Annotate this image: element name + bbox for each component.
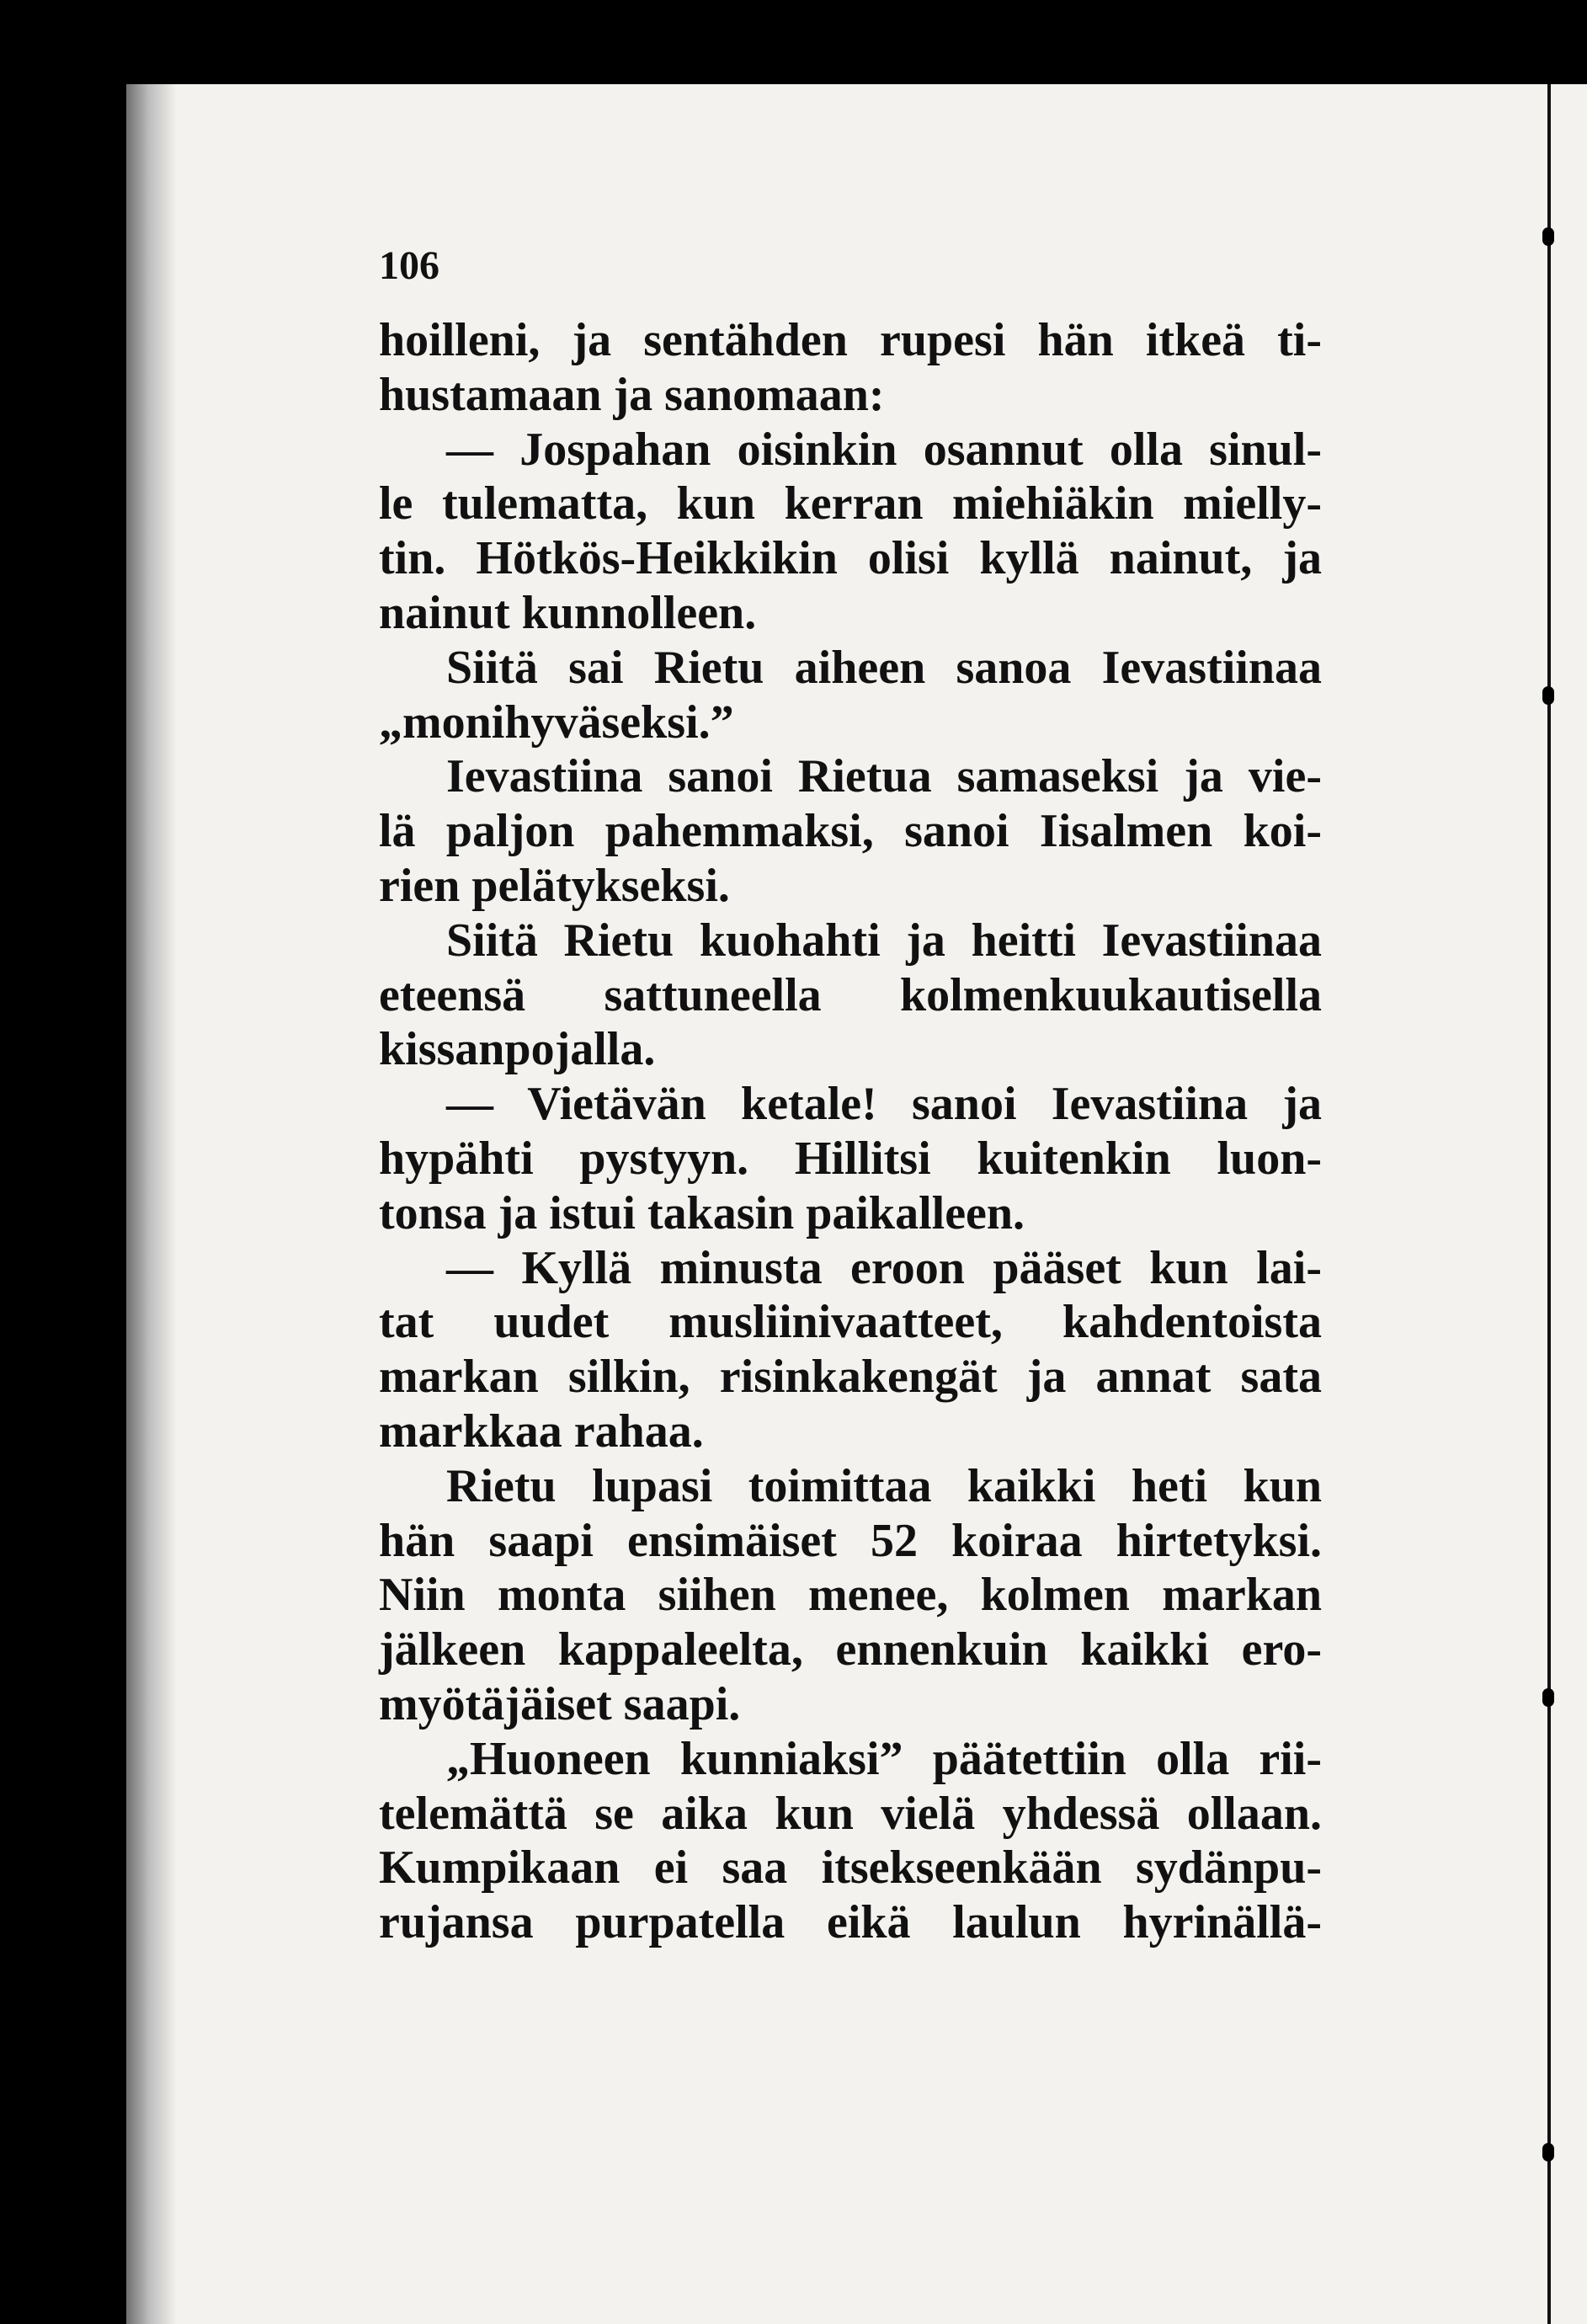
text-line: lä paljon pahemmaksi, sanoi Iisalmen koi- xyxy=(379,805,1322,858)
text-line: „monihyväseksi.” xyxy=(379,696,734,749)
text-line: hustamaan ja sanomaan: xyxy=(379,368,885,421)
text-line: tat uudet musliinivaatteet, kahdentoista xyxy=(379,1296,1322,1349)
text-line: jälkeen kappaleelta, ennenkuin kaikki ero- xyxy=(379,1623,1322,1676)
text-line: Ievastiina sanoi Rietua samaseksi ja vie- xyxy=(446,750,1322,803)
text-line: hoilleni, ja sentähden rupesi hän itkeä ti- xyxy=(379,314,1322,366)
text-line: myötäjäiset saapi. xyxy=(379,1677,741,1730)
text-line: tin. Hötkös-Heikkikin olisi kyllä nainut, ja xyxy=(379,532,1322,585)
text-line: — Vietävän ketale! sanoi Ievastiina ja xyxy=(446,1078,1322,1131)
text-line: Niin monta siihen menee, kolmen markan xyxy=(379,1569,1322,1622)
text-line: telemättä se aika kun vielä yhdessä ollaan. xyxy=(379,1787,1322,1840)
text-line: markan silkin, risinkakengät ja annat sata xyxy=(379,1351,1322,1404)
text-line: hän saapi ensimäiset 52 koiraa hirtetyksi. xyxy=(379,1514,1322,1567)
text-line: Siitä Rietu kuohahti ja heitti Ievastiinaa xyxy=(446,914,1322,967)
rule-marker xyxy=(1542,227,1554,246)
page-number: 106 xyxy=(379,243,439,288)
text-line: kissanpojalla. xyxy=(379,1023,656,1076)
text-line: Siitä sai Rietu aiheen sanoa Ievastiinaa xyxy=(446,641,1322,694)
text-line: Kumpikaan ei saa itsekseenkään sydänpu- xyxy=(379,1842,1322,1895)
binding-shadow xyxy=(126,84,177,2324)
text-line: — Kyllä minusta eroon pääset kun lai- xyxy=(446,1241,1322,1294)
rule-marker xyxy=(1542,686,1554,705)
text-line: tonsa ja istui takasin paikalleen. xyxy=(379,1186,1025,1239)
right-margin xyxy=(1554,84,1587,2324)
right-edge-rule xyxy=(1547,84,1551,2324)
rule-marker xyxy=(1542,2143,1554,2161)
text-line: le tulematta, kun kerran miehiäkin mielly- xyxy=(379,477,1322,530)
text-line: rujansa purpatella eikä laulun hyrinällä- xyxy=(379,1896,1322,1949)
text-line: nainut kunnolleen. xyxy=(379,586,757,639)
body-text xyxy=(379,313,1322,1950)
text-line: eteensä sattuneella kolmenkuukautisella xyxy=(379,968,1322,1021)
text-line: „Huoneen kunniaksi” päätettiin olla rii- xyxy=(446,1732,1322,1785)
text-line: — Jospahan oisinkin osannut olla sinul- xyxy=(446,423,1322,476)
text-line: markkaa rahaa. xyxy=(379,1405,704,1458)
rule-marker xyxy=(1542,1688,1554,1707)
text-line: Rietu lupasi toimittaa kaikki heti kun xyxy=(446,1459,1322,1512)
text-line: rien pelätykseksi. xyxy=(379,859,730,912)
text-line: hypähti pystyyn. Hillitsi kuitenkin luon- xyxy=(379,1132,1322,1185)
